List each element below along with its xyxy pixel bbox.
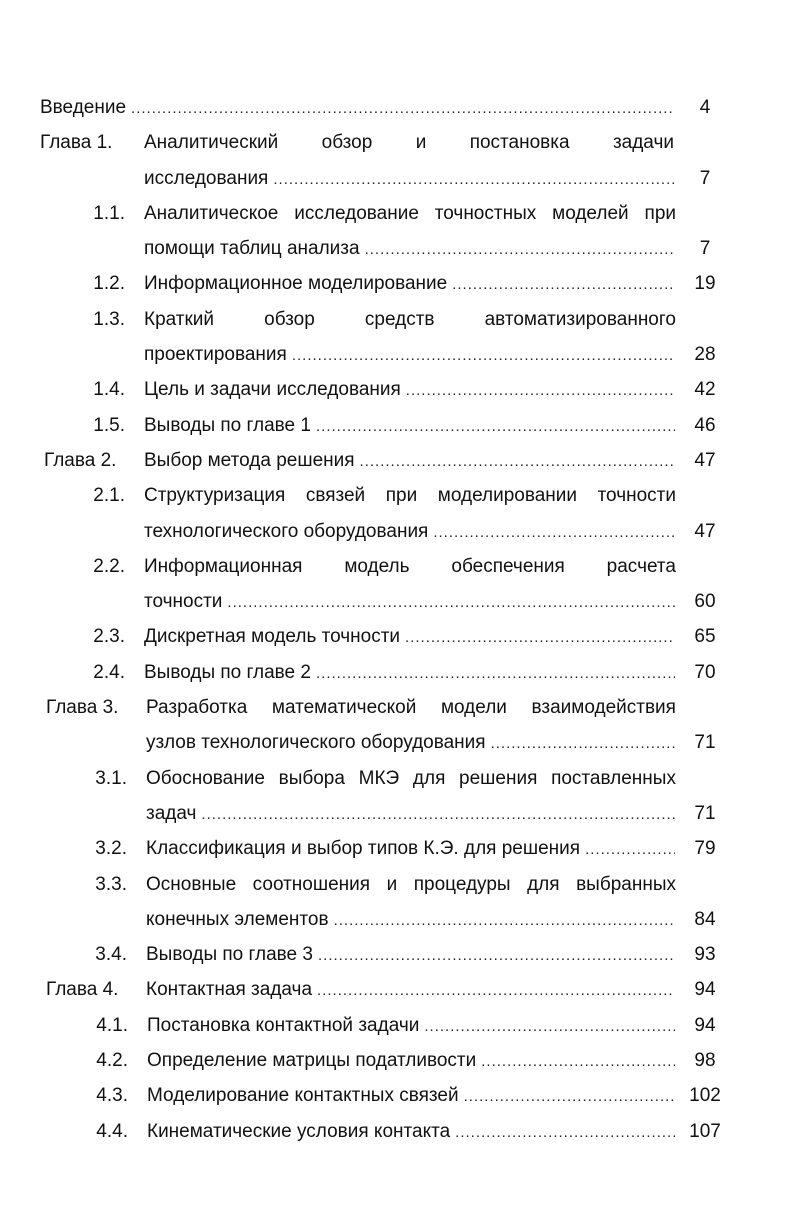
dot-leader <box>334 903 675 938</box>
toc-page-number: 94 <box>694 979 716 1001</box>
toc-entry-title: Кинематические условия контакта <box>147 1120 451 1142</box>
toc-entry-chapter-1 <box>0 125 793 160</box>
toc-entry-section <box>0 372 793 407</box>
toc-entry-title: помощи таблиц анализа <box>144 238 360 260</box>
toc-title-word: Краткий <box>144 308 215 330</box>
toc-line <box>146 796 675 832</box>
toc-line <box>40 90 675 126</box>
toc-title-word: выбора <box>278 767 345 789</box>
toc-section-number: 2.4. <box>93 661 125 683</box>
toc-title-word: связей <box>305 485 366 507</box>
dot-leader <box>318 938 675 973</box>
toc-line <box>146 937 675 973</box>
toc-entry-title: Контактная задача <box>146 979 313 1001</box>
toc-page-number: 98 <box>694 1050 716 1072</box>
toc-section-number: 3.2. <box>95 838 127 860</box>
dot-leader <box>424 1009 675 1044</box>
toc-title-word: Структуризация <box>144 485 286 507</box>
toc-section-number: 4.3. <box>96 1085 128 1107</box>
toc-line <box>144 196 676 231</box>
toc-line <box>144 478 676 513</box>
toc-chapter-number: Глава 3. <box>46 697 119 719</box>
toc-line <box>144 655 675 691</box>
toc-line <box>144 619 675 655</box>
toc-page-number: 102 <box>689 1085 721 1107</box>
dot-leader <box>227 585 675 620</box>
toc-line <box>144 231 675 267</box>
toc-page-number: 42 <box>694 379 716 401</box>
toc-entry-section <box>0 619 793 654</box>
toc-entry-title: технологического оборудования <box>144 520 429 542</box>
toc-line <box>144 584 675 620</box>
toc-chapter-number: Глава 4. <box>46 979 119 1001</box>
toc-title-word: Обоснование <box>146 767 265 789</box>
toc-title-word: математической <box>271 697 417 719</box>
toc-chapter-number: Глава 2. <box>44 449 117 471</box>
toc-entry-continuation <box>0 584 793 619</box>
toc-entry-title: задач <box>146 802 197 824</box>
toc-line <box>146 867 676 902</box>
dot-leader <box>455 1115 675 1150</box>
toc-section-number: 1.5. <box>93 414 125 436</box>
toc-page-number: 47 <box>694 449 716 471</box>
toc-line <box>144 408 675 444</box>
toc-entry-section <box>0 655 793 690</box>
toc-section-number: 3.4. <box>95 944 127 966</box>
toc-entry-title: Определение матрицы податливости <box>147 1050 477 1072</box>
toc-title-word: при <box>644 202 676 224</box>
toc-section-number: 1.1. <box>93 202 125 224</box>
toc-title-word: точностных <box>434 202 537 224</box>
toc-line <box>144 443 675 479</box>
toc-title-word: обеспечения <box>451 555 565 577</box>
toc-entry-section <box>0 1114 793 1149</box>
toc-title-word: для <box>527 873 560 895</box>
toc-line <box>147 1043 675 1079</box>
toc-line <box>146 902 675 938</box>
toc-page-number: 46 <box>694 414 716 436</box>
toc-entry-title: Дискретная модель точности <box>144 626 401 648</box>
toc-page-number: 93 <box>694 944 716 966</box>
toc-title-word: поставленных <box>551 767 676 789</box>
toc-entry-title: Постановка контактной задачи <box>147 1014 420 1036</box>
toc-page-number: 71 <box>694 802 716 824</box>
dot-leader <box>585 832 675 867</box>
toc-section-number: 1.2. <box>93 273 125 295</box>
toc-title-word: моделей <box>552 202 629 224</box>
toc-line <box>144 337 675 373</box>
toc-title-word: модели <box>440 697 507 719</box>
toc-page-number: 79 <box>694 838 716 860</box>
toc-entry-continuation <box>0 796 793 831</box>
dot-leader <box>317 973 675 1008</box>
toc-page-number: 47 <box>694 520 716 542</box>
dot-leader <box>491 726 675 761</box>
toc-title-word: средств <box>364 308 435 330</box>
toc-entry-section <box>0 549 793 584</box>
toc-line <box>146 690 676 725</box>
toc-line <box>144 372 675 408</box>
toc-entry-title: Цель и задачи исследования <box>144 379 401 401</box>
toc-section-number: 4.4. <box>96 1120 128 1142</box>
toc-title-word: расчета <box>606 555 676 577</box>
toc-section-number: 4.1. <box>96 1014 128 1036</box>
toc-entry-section <box>0 831 793 866</box>
toc-title-word: точности <box>597 485 676 507</box>
dot-leader <box>452 267 675 302</box>
toc-section-number: 3.3. <box>95 873 127 895</box>
toc-line <box>146 761 676 796</box>
toc-entry-chapter-2 <box>0 443 793 478</box>
toc-title-word: Аналитический <box>144 132 279 154</box>
toc-line <box>147 1078 675 1114</box>
toc-entry-section <box>0 761 793 796</box>
toc-section-number: 4.2. <box>96 1050 128 1072</box>
toc-page-number: 65 <box>694 626 716 648</box>
toc-title-word: исследование <box>294 202 419 224</box>
toc-title-word: МКЭ <box>358 767 400 789</box>
toc-entry-continuation <box>0 725 793 760</box>
dot-leader <box>406 373 675 408</box>
toc-entry-section <box>0 266 793 301</box>
table-of-contents <box>0 90 793 1149</box>
dot-leader <box>360 444 675 479</box>
toc-entry-chapter-4 <box>0 972 793 1007</box>
toc-title-word: модель <box>344 555 410 577</box>
toc-section-number: 3.1. <box>95 767 127 789</box>
toc-entry-section <box>0 478 793 513</box>
toc-entry-title: Классификация и выбор типов К.Э. для решения <box>146 838 581 860</box>
toc-section-number: 1.3. <box>93 308 125 330</box>
toc-title-word: Разработка <box>146 697 248 719</box>
toc-title-word: при <box>385 485 418 507</box>
dot-leader <box>131 91 675 126</box>
dot-leader <box>433 515 675 550</box>
toc-page-number: 28 <box>694 344 716 366</box>
toc-title-word: решения <box>459 767 538 789</box>
toc-entry-title: исследования <box>144 167 269 189</box>
toc-line <box>144 161 675 197</box>
toc-title-word: и <box>415 132 427 154</box>
toc-line <box>146 831 675 867</box>
toc-entry-title: конечных элементов <box>146 908 329 930</box>
toc-line <box>144 266 675 302</box>
toc-page-number: 84 <box>694 908 716 930</box>
toc-title-word: постановка <box>469 132 570 154</box>
toc-title-word: обзор <box>321 132 373 154</box>
toc-page-number: 4 <box>699 97 711 118</box>
toc-page-number: 7 <box>699 167 711 189</box>
toc-title-word: Основные <box>146 873 237 895</box>
toc-line <box>144 514 675 550</box>
toc-title-word: обзор <box>264 308 315 330</box>
dot-leader <box>481 1044 675 1079</box>
toc-title-word: Информационная <box>144 555 303 577</box>
toc-title-word: взаимодействия <box>531 697 676 719</box>
toc-section-number: 2.3. <box>93 626 125 648</box>
toc-line <box>144 302 676 337</box>
toc-title-word: соотношения <box>252 873 371 895</box>
toc-title-word: задачи <box>612 132 674 154</box>
toc-entry-section <box>0 867 793 902</box>
toc-title-word: и <box>386 873 398 895</box>
dot-leader <box>273 162 675 197</box>
toc-entry-section <box>0 1043 793 1078</box>
toc-line <box>144 549 676 584</box>
toc-entry-title: Введение <box>40 97 127 118</box>
toc-entry-title: точности <box>144 591 223 613</box>
toc-entry-section <box>0 196 793 231</box>
toc-page-number: 60 <box>694 591 716 613</box>
toc-page-number: 19 <box>694 273 716 295</box>
toc-page-number: 94 <box>694 1014 716 1036</box>
toc-entry-continuation <box>0 337 793 372</box>
toc-entry-title: Информационное моделирование <box>144 273 448 295</box>
toc-chapter-number: Глава 1. <box>40 132 113 154</box>
toc-entry-section <box>0 1078 793 1113</box>
toc-entry-title: Выводы по главе 1 <box>144 414 311 436</box>
dot-leader <box>316 409 675 444</box>
toc-entry-continuation <box>0 902 793 937</box>
toc-page-number: 107 <box>689 1120 721 1142</box>
toc-entry-title: узлов технологического оборудования <box>146 732 486 754</box>
toc-section-number: 1.4. <box>93 379 125 401</box>
toc-entry-continuation <box>0 161 793 196</box>
toc-entry-title: Выводы по главе 2 <box>144 661 311 683</box>
toc-line <box>147 1114 675 1150</box>
toc-line <box>146 972 675 1008</box>
toc-line <box>144 125 674 160</box>
toc-title-word: выбранных <box>576 873 676 895</box>
toc-entry-title: Выбор метода решения <box>144 449 355 471</box>
toc-entry-title: проектирования <box>144 344 287 366</box>
toc-entry-section <box>0 302 793 337</box>
toc-section-number: 2.1. <box>93 485 125 507</box>
toc-title-word: для <box>412 767 446 789</box>
toc-entry-section <box>0 408 793 443</box>
dot-leader <box>292 338 675 373</box>
toc-entry-chapter-3 <box>0 690 793 725</box>
toc-page-number: 7 <box>699 238 711 260</box>
toc-title-word: моделировании <box>437 485 577 507</box>
toc-entry-section <box>0 937 793 972</box>
toc-entry-title: Выводы по главе 3 <box>146 944 313 966</box>
dot-leader <box>464 1079 675 1114</box>
dot-leader <box>316 656 675 691</box>
toc-section-number: 2.2. <box>93 555 125 577</box>
toc-entry-continuation <box>0 231 793 266</box>
dot-leader <box>365 232 675 267</box>
toc-entry-section <box>0 1008 793 1043</box>
dot-leader <box>405 620 675 655</box>
toc-page-number: 70 <box>694 661 716 683</box>
toc-line <box>147 1008 675 1044</box>
toc-title-word: процедуры <box>413 873 511 895</box>
toc-page-number: 71 <box>694 732 716 754</box>
toc-title-word: Аналитическое <box>144 202 279 224</box>
toc-entry-title: Моделирование контактных связей <box>147 1085 459 1107</box>
toc-entry-introduction <box>0 90 793 125</box>
dot-leader <box>201 797 675 832</box>
toc-line <box>146 725 675 761</box>
toc-title-word: автоматизированного <box>484 308 676 330</box>
toc-entry-continuation <box>0 514 793 549</box>
